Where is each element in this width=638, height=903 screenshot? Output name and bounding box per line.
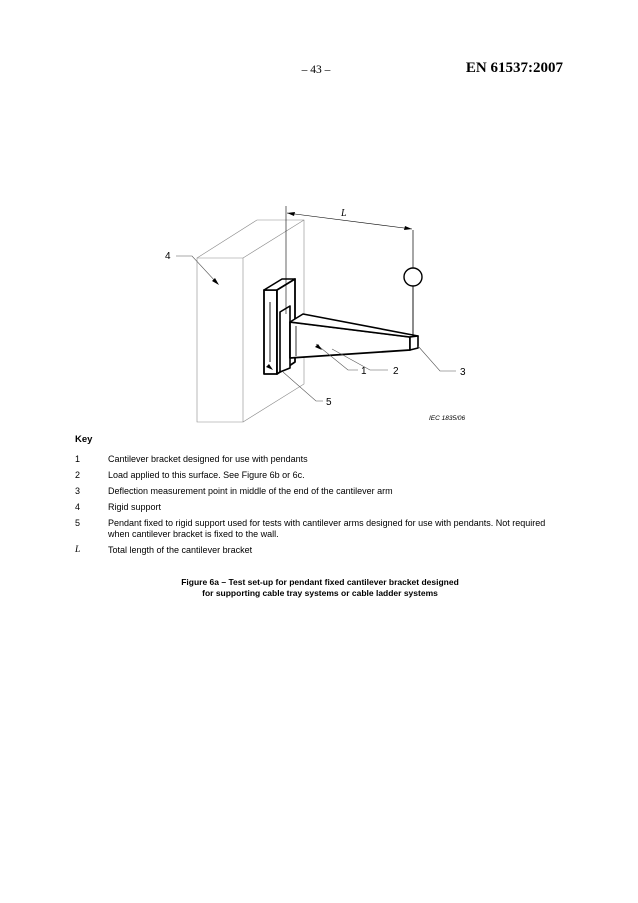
key-item-number: 2 — [75, 470, 81, 480]
callout-5: 5 — [326, 397, 332, 408]
key-item-text: Total length of the cantilever bracket — [108, 545, 253, 555]
callout-3: 3 — [460, 367, 466, 378]
deflection-gauge-drawing — [404, 230, 422, 336]
key-item-number: 4 — [75, 502, 81, 512]
key-item-number: L — [75, 545, 81, 555]
key-heading: Key — [75, 434, 93, 445]
key-item-text: Pendant fixed to rigid support used for tests with cantilever arms designed for use with pendants. Not required when cantilever bracket is fixed to the wall. — [108, 518, 546, 539]
figure-credit: IEC 1835/06 — [429, 415, 466, 422]
dimension-line — [286, 206, 412, 314]
callout-1: 1 — [361, 366, 367, 377]
key-item-number: 1 — [75, 454, 81, 464]
key-item-text: Deflection measurement point in middle of the end of the cantilever arm — [108, 486, 393, 496]
key-item-number: 3 — [75, 486, 81, 496]
callout-2: 2 — [393, 366, 399, 377]
key-item-text: Rigid support — [108, 502, 162, 512]
dimension-label: L — [341, 208, 347, 219]
cantilever-bracket-drawing — [280, 306, 418, 372]
caption-line-1: Figure 6a – Test set-up for pendant fixed cantilever bracket designed — [181, 577, 459, 587]
key-item-text: Cantilever bracket designed for use with pendants — [108, 454, 308, 464]
key-item-text: Load applied to this surface. See Figure 6b or 6c. — [108, 470, 305, 480]
key-item-number: 5 — [75, 518, 81, 528]
figure-caption — [120, 577, 520, 599]
callout-4: 4 — [165, 251, 171, 262]
standard-id: EN 61537:2007 — [465, 60, 563, 76]
caption-line-2: for supporting cable tray systems or cable ladder systems — [202, 588, 438, 598]
page-number: – 43 – — [301, 64, 331, 76]
